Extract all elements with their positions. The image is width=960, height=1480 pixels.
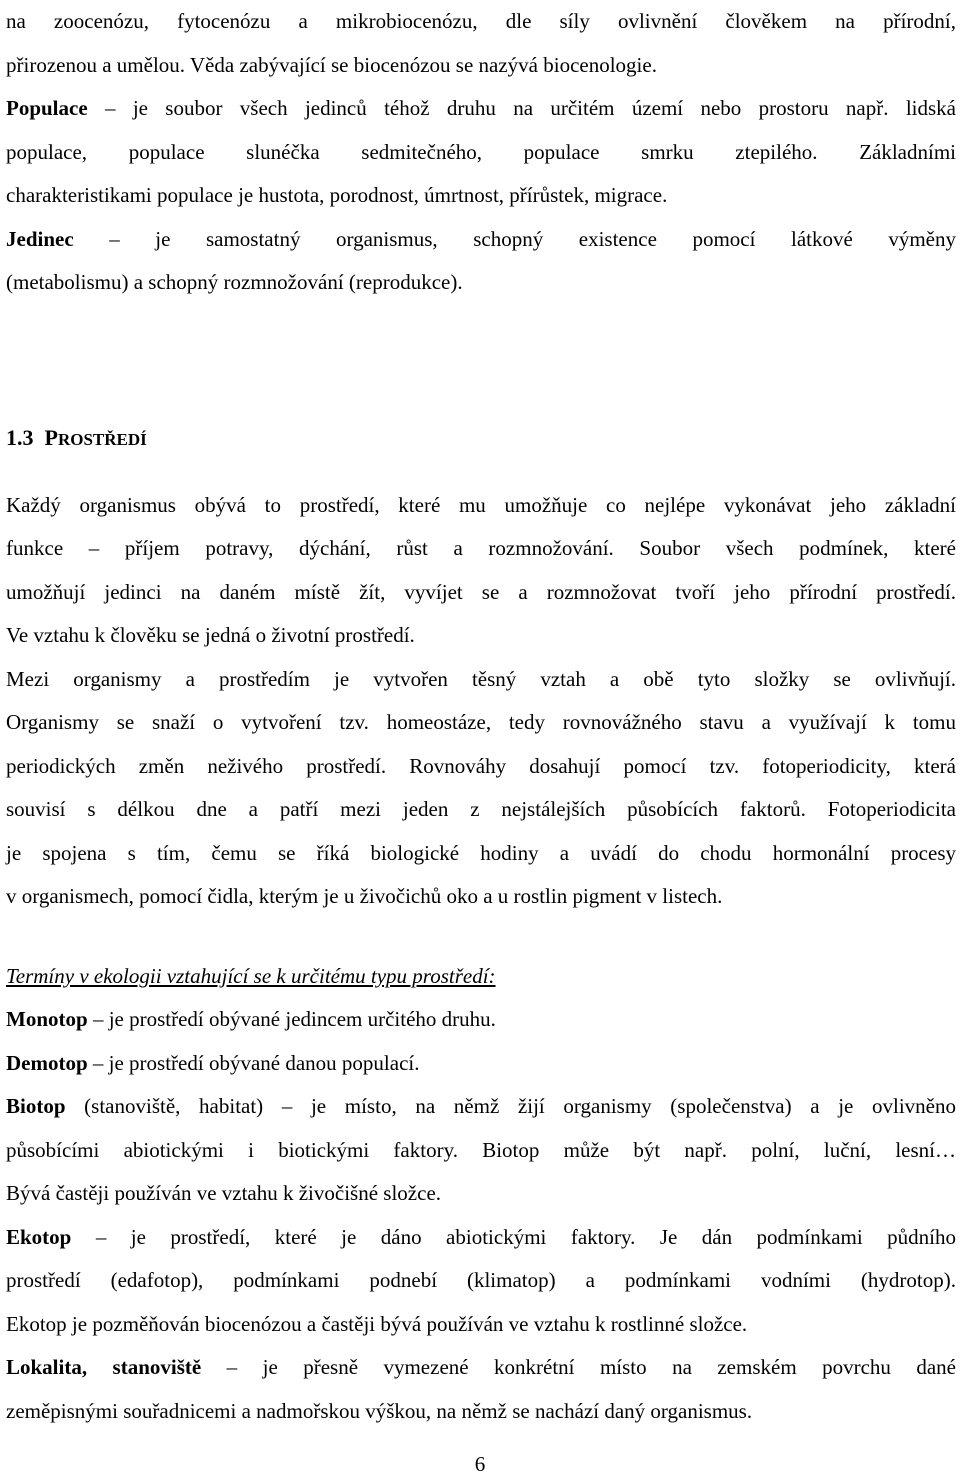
prostredi-p2-line-6: v organismech, pomocí čidla, kterým je u živočichů oko a u rostlin pigment v listech. xyxy=(6,884,723,908)
ekotop-term: Ekotop xyxy=(6,1224,72,1249)
populace-def-1: – je soubor všech jedinců téhož druhu na určitém území nebo prostoru např. lidská xyxy=(87,96,956,120)
biotop-line-3: Bývá častěji používán ve vztahu k živočišné složce. xyxy=(6,1181,442,1205)
demotop-term: Demotop xyxy=(6,1050,88,1075)
spacer xyxy=(6,305,956,392)
prostredi-p1-line-4: Ve vztahu k člověku se jedná o životní prostředí. xyxy=(6,623,415,647)
section-title-rest: ROSTŘEDÍ xyxy=(57,429,147,449)
biotop-line-1 xyxy=(6,1085,956,1129)
terms-heading xyxy=(6,955,956,999)
jedinec-term: Jedinec xyxy=(6,226,74,251)
jedinec-line-2: (metabolismu) a schopný rozmnožování (reprodukce). xyxy=(6,270,463,294)
lokalita-line-1 xyxy=(6,1346,956,1390)
demotop-line xyxy=(6,1042,956,1086)
lokalita-line-2: zeměpisnými souřadnicemi a nadmořskou výškou, na němž se nachází daný organismus. xyxy=(6,1398,753,1423)
populace-term: Populace xyxy=(6,96,88,120)
jedinec-line-1 xyxy=(6,218,956,262)
prostredi-p2-line-3: periodických změn neživého prostředí. Rovnováhy dosahují pomocí tzv. fotoperiodicity, která xyxy=(6,753,956,778)
lokalita-def-1: – je přesně vymezené konkrétní místo na zemském povrchu dané xyxy=(201,1355,956,1379)
prostredi-p2-line-4: souvisí s délkou dne a patří mezi jeden z nejstálejších působících faktorů. Fotoperiodicita xyxy=(6,797,956,821)
section-number: 1.3 xyxy=(6,424,34,450)
section-title-initial: P xyxy=(44,424,58,450)
page-content xyxy=(6,0,956,1433)
monotop-line xyxy=(6,998,956,1042)
prostredi-p1-line-3: umožňují jedinci na daném místě žít, vyvíjet se a rozmnožovat tvoří jeho přírodní prostředí. xyxy=(6,579,956,604)
prostredi-p2-line-2: Organismy se snaží o vytvoření tzv. homeostáze, tedy rovnovážného stavu a využívají k tomu xyxy=(6,710,956,734)
biotop-line-2: působícími abiotickými i biotickými faktory. Biotop může být např. polní, luční, lesní… xyxy=(6,1137,956,1162)
terms-heading-text: Termíny v ekologii vztahující se k určitému typu prostředí: xyxy=(6,963,496,988)
spacer xyxy=(6,919,956,955)
jedinec-def-1: – je samostatný organismus, schopný existence pomocí látkové výměny xyxy=(73,226,956,251)
prostredi-p1-line-2: funkce – příjem potravy, dýchání, růst a rozmnožování. Soubor všech podmínek, které xyxy=(6,536,956,560)
ekotop-line-3: Ekotop je pozměňován biocenózou a častěji bývá používán ve vztahu k rostlinné složce. xyxy=(6,1311,748,1336)
prostredi-p2-line-5: je spojena s tím, čemu se říká biologické hodiny a uvádí do chodu hormonální procesy xyxy=(6,840,956,865)
section-heading xyxy=(6,392,956,484)
lokalita-term: Lokalita, stanoviště xyxy=(6,1355,202,1379)
monotop-term: Monotop xyxy=(6,1007,88,1031)
page-number: 6 xyxy=(474,1452,486,1476)
monotop-def: – je prostředí obývané jedincem určitého druhu. xyxy=(87,1007,496,1031)
prostredi-p1-line-1: Každý organismus obývá to prostředí, které mu umožňuje co nejlépe vykonávat jeho základní xyxy=(6,492,956,517)
biotop-term: Biotop xyxy=(6,1094,66,1118)
ekotop-def-1: – je prostředí, které je dáno abiotickými faktory. Je dán podmínkami půdního xyxy=(71,1224,956,1249)
populace-line-3: charakteristikami populace je hustota, porodnost, úmrtnost, přírůstek, migrace. xyxy=(6,183,668,207)
populace-line-1 xyxy=(6,87,956,131)
biotop-def-1: (stanoviště, habitat) – je místo, na němž žijí organismy (společenstva) a je ovlivněno xyxy=(65,1094,956,1118)
ekotop-line-1 xyxy=(6,1216,956,1260)
intro-line-2: přirozenou a umělou. Věda zabývající se biocenózou se nazývá biocenologie. xyxy=(6,52,657,77)
demotop-def: – je prostředí obývané danou populací. xyxy=(87,1050,420,1075)
intro-line-1: na zoocenózu, fytocenózu a mikrobiocenózu, dle síly ovlivnění člověkem na přírodní, xyxy=(6,9,956,33)
ekotop-line-2: prostředí (edafotop), podmínkami podnebí (klimatop) a podmínkami vodními (hydrotop). xyxy=(6,1268,956,1292)
prostredi-p2-line-1: Mezi organismy a prostředím je vytvořen těsný vztah a obě tyto složky se ovlivňují. xyxy=(6,666,956,691)
populace-line-2: populace, populace slunéčka sedmitečného, populace smrku ztepilého. Základními xyxy=(6,139,956,164)
